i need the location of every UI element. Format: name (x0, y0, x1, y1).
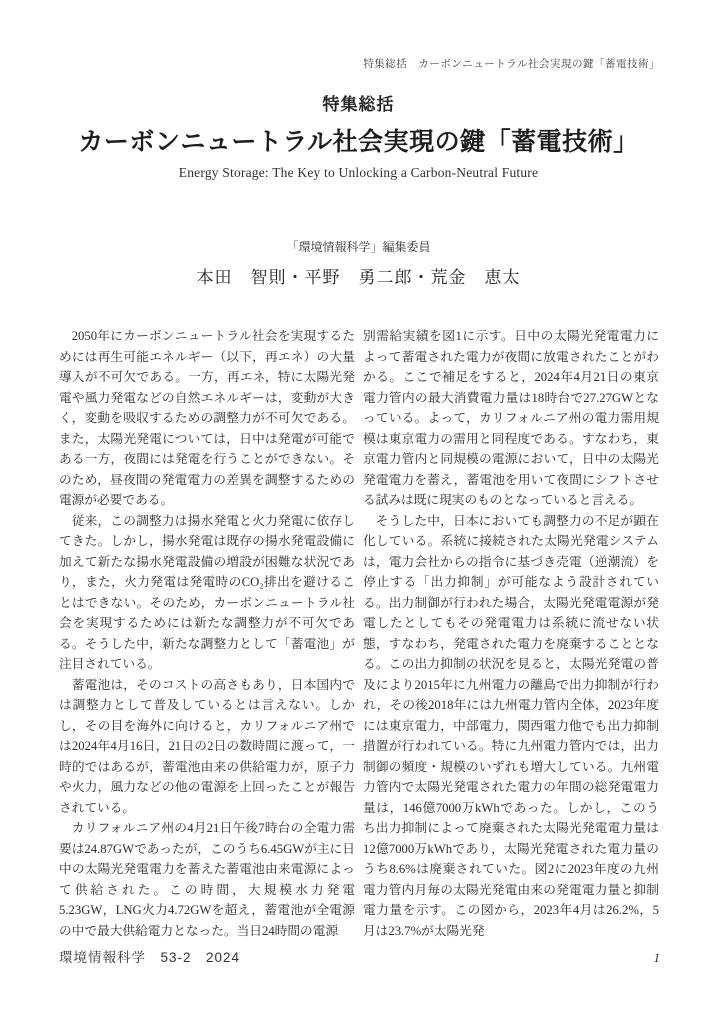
body-paragraph: 蓄電池は，そのコストの高さもあり，日本国内では調整力として普及しているとは言えない。しかし，その目を海外に向けると，カリフォルニア州では2024年4月16日，21日の2日の数時間に渡って，一時的ではあるが，蓄電池由来の供給電力が，原子力や火力，風力などの他の電源を上回ったことが報告されている。 (59, 677, 355, 815)
body-paragraph: 従来，この調整力は揚水発電と火力発電に依存してきた。しかし，揚水発電は既存の揚水発電設備に加えて新たな揚水発電設備の増設が困難な状況であり，また，火力発電は発電時のCO₂排出を避けることはできない。そのため，カーボンニュートラル社会を実現するためには新たな調整力が不可欠である。そうした中，新たな調整力として「蓄電池」が注目されている。 (59, 513, 355, 671)
left-column (59, 326, 355, 941)
running-header: 特集総括 カーボンニュートラル社会実現の鍵「蓄電技術」 (363, 59, 660, 70)
series-label: 特集総括 (322, 95, 395, 114)
body-paragraph-continuation: 別需給実績を図1に示す。日中の太陽光発電電力によって蓄電された電力が夜間に放電されたことがわかる。ここで補足をすると，2024年4月21日の東京電力管内の最大消費電力量は18時台で27.27GWとなっている。よって，カリフォルニア州の電力需用規模は東京電力の需用と同程度である。すなわち，東京電力管内と同規模の電源において，日中の太陽光発電電力を蓄え，蓄電池を用いて夜間にシフトさせる試みは既に現実のものとなっていると言える。 (363, 329, 659, 507)
article-title-japanese: カーボンニュートラル社会実現の鍵「蓄電技術」 (78, 129, 639, 156)
body-columns (59, 326, 659, 941)
author-block (0, 238, 717, 288)
body-paragraph: そうした中，日本においても調整力の不足が顕在化している。系統に接続された太陽光発電システムは，電力会社からの指令に基づき売電（逆潮流）を停止する「出力抑制」が可能なよう設計されている。出力制御が行われた場合，太陽光発電電源が発電したとしてもその発電電力は系統に流せない状態，すなわち，発電された電力を廃棄することとなる。この出力抑制の状況を見ると，太陽光発電の普及により2015年に九州電力の離島で出力抑制が行われ，その後2018年には九州電力管内全体，2023年度には東京電力，中部電力，関西電力他でも出力抑制措置が行われている。特に九州電力管内では，出力制御の頻度・規模のいずれも増大している。九州電力管内で太陽光発電された電力の年間の総発電電力量は，146億7000万kWhであった。しかし，このうち出力抑制によって廃棄された太陽光発電電力量は12億7000万kWhであり，太陽光発電された電力量のうち8.6%は廃棄されていた。図2に2023年度の九州電力管内月毎の太陽光発電由来の発電電力量と抑制電力量を示す。この図から，2023年4月は26.2%，5月は23.7%が太陽光発 (363, 513, 659, 938)
page-footer (59, 946, 660, 966)
page-number: 1 (653, 950, 660, 965)
footer-journal-title: 環境情報科学 53-2 2024 (59, 950, 241, 965)
author-names: 本田 智則・平野 勇二郎・荒金 恵太 (196, 268, 521, 287)
right-column (363, 326, 659, 941)
body-paragraph: 2050年にカーボンニュートラル社会を実現するためには再生可能エネルギー（以下，再エネ）の大量導入が不可欠である。一方，再エネ，特に太陽光発電や風力発電などの自然エネルギーは，変動が大きく，変動を吸収するための調整力が不可欠である。また，太陽光発電については，日中は発電が可能である一方，夜間には発電を行うことができない。そのため，昼夜間の発電電力の差異を調整するための電源が必要である。 (59, 329, 355, 507)
title-block (0, 90, 717, 181)
body-paragraph: カリフォルニア州の4月21日午後7時台の全電力需要は24.87GWであったが，このうち6.45GWが主に日中の太陽光発電電力を蓄えた蓄電池由来電源によって供給された。この時間，大規模水力発電5.23GW，LNG火力4.72GWを超え，蓄電池が全電源の中で最大供給電力となった。当日24時間の電源 (59, 821, 355, 938)
author-affiliation: 「環境情報科学」編集委員 (286, 240, 431, 254)
article-title-english: Energy Storage: The Key to Unlocking a Carbon-Neutral Future (178, 165, 539, 180)
